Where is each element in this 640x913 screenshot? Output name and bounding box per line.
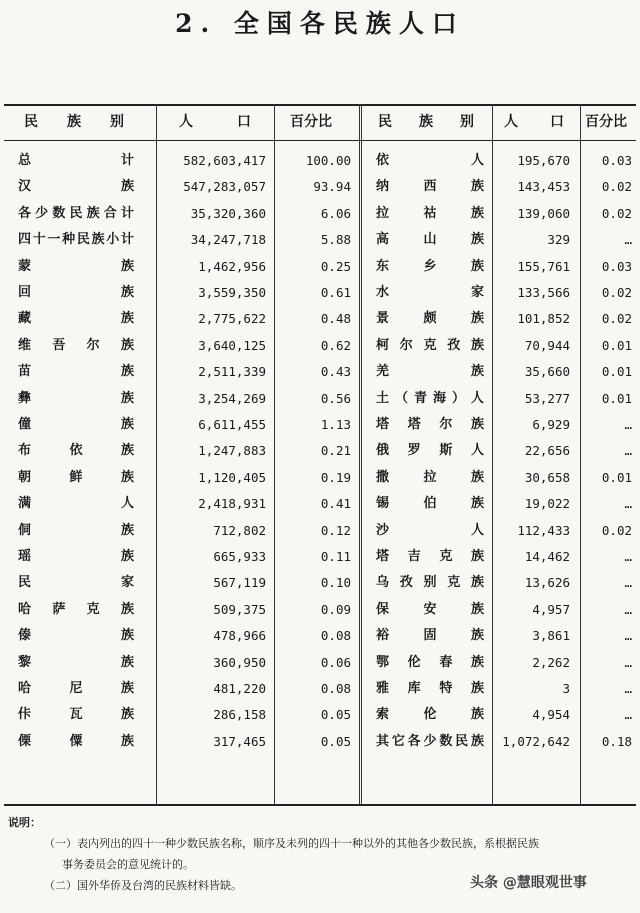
ethnic-name: 土 （ 青 海 ） 人 xyxy=(376,390,484,406)
percent-value: … xyxy=(624,681,632,696)
header-ethnic-right: 民 族 别 xyxy=(378,114,474,130)
table-row xyxy=(4,544,636,570)
table-row xyxy=(4,438,636,464)
ethnic-name: 维 吾 尔 族 xyxy=(18,337,134,353)
population-value: 1,120,405 xyxy=(198,469,266,485)
ethnic-name: 水 家 xyxy=(376,285,484,300)
percent-value: 0.12 xyxy=(320,522,351,538)
ethnic-name: 塔 塔 尔 族 xyxy=(376,417,484,432)
population-value: 143,453 xyxy=(517,179,570,195)
table-row xyxy=(4,333,636,359)
percent-value: 0.18 xyxy=(601,733,632,749)
note-item-1: （一）表内列出的四十一种少数民族名称，顺序及未列的四十一种以外的其他各少数民族，系根据民族 xyxy=(44,837,539,850)
percent-value: 0.25 xyxy=(320,258,351,274)
population-value: 2,775,622 xyxy=(198,311,266,327)
ethnic-name: 黎 族 xyxy=(18,654,134,670)
population-value: 6,929 xyxy=(532,417,570,432)
ethnic-name: 东 乡 族 xyxy=(376,258,484,274)
ethnic-name: 藏 族 xyxy=(18,311,134,327)
population-value: 70,944 xyxy=(524,337,570,353)
table-row xyxy=(4,306,636,332)
table-row xyxy=(4,412,636,438)
percent-value: 100.00 xyxy=(305,153,351,168)
population-value: 1,072,642 xyxy=(502,733,570,749)
ethnic-name: 佧 瓦 族 xyxy=(18,707,134,723)
percent-value: 93.94 xyxy=(313,179,351,195)
ethnic-name: 哈 萨 克 族 xyxy=(18,601,134,617)
percent-value: 0.48 xyxy=(320,311,351,327)
percent-value: 0.08 xyxy=(320,681,351,696)
header-population-left: 人 口 xyxy=(179,114,251,130)
table-row xyxy=(4,518,636,544)
table-bottom-rule xyxy=(4,804,636,806)
table-row xyxy=(4,174,636,200)
population-value: 582,603,417 xyxy=(183,153,266,168)
percent-value: … xyxy=(624,654,632,670)
population-value: 2,511,339 xyxy=(198,364,266,380)
ethnic-name: 景 颇 族 xyxy=(376,311,484,327)
table-row xyxy=(4,201,636,227)
ethnic-name: 裕 固 族 xyxy=(376,628,484,644)
population-value: 4,957 xyxy=(532,601,570,617)
percent-value: … xyxy=(624,417,632,432)
population-value: 3,559,350 xyxy=(198,285,266,300)
ethnic-name: 其 它 各 少 数 民 族 xyxy=(376,733,484,749)
population-value: 1,247,883 xyxy=(198,443,266,459)
ethnic-name: 四 十 一 种 民 族 小 计 xyxy=(18,232,134,248)
header-ethnic-left: 民 族 别 xyxy=(24,114,124,130)
percent-value: 0.02 xyxy=(601,205,632,221)
ethnic-name: 汉 族 xyxy=(18,179,134,195)
ethnic-name: 索 伦 族 xyxy=(376,707,484,723)
ethnic-name: 民 家 xyxy=(18,575,134,591)
table-row xyxy=(4,570,636,596)
population-value: 22,656 xyxy=(524,443,570,459)
ethnic-name: 撒 拉 族 xyxy=(376,469,484,485)
table-row xyxy=(4,702,636,728)
population-value: 13,626 xyxy=(524,575,570,591)
header-percent-right: 百分比 xyxy=(585,114,627,130)
ethnic-name: 回 族 xyxy=(18,285,134,300)
note-item-2: （二）国外华侨及台湾的民族材料皆缺。 xyxy=(44,879,242,892)
population-value: 112,433 xyxy=(517,522,570,538)
percent-value: 0.02 xyxy=(601,179,632,195)
ethnic-name: 彝 族 xyxy=(18,390,134,406)
percent-value: 0.08 xyxy=(320,628,351,644)
ethnic-name: 哈 尼 族 xyxy=(18,681,134,696)
percent-value: 0.01 xyxy=(601,469,632,485)
population-value: 155,761 xyxy=(517,258,570,274)
table-row xyxy=(4,597,636,623)
population-value: 360,950 xyxy=(213,654,266,670)
ethnic-name: 傣 族 xyxy=(18,628,134,644)
table-row xyxy=(4,280,636,306)
percent-value: 0.01 xyxy=(601,337,632,353)
percent-value: 0.03 xyxy=(601,153,632,168)
ethnic-name: 雅 库 特 族 xyxy=(376,681,484,696)
population-value: 712,802 xyxy=(213,522,266,538)
percent-value: 0.19 xyxy=(320,469,351,485)
ethnic-name: 布 依 族 xyxy=(18,443,134,459)
population-value: 34,247,718 xyxy=(190,232,266,248)
percent-value: 0.01 xyxy=(601,364,632,380)
population-value: 195,670 xyxy=(517,153,570,168)
percent-value: 0.10 xyxy=(320,575,351,591)
population-value: 14,462 xyxy=(524,549,570,564)
page-title: 2. 全国各民族人口 xyxy=(175,9,465,38)
percent-value: … xyxy=(624,232,632,248)
population-value: 3,640,125 xyxy=(198,337,266,353)
table-row xyxy=(4,227,636,253)
table-row xyxy=(4,729,636,755)
table-row xyxy=(4,465,636,491)
population-value: 547,283,057 xyxy=(183,179,266,195)
ethnic-name: 朝 鲜 族 xyxy=(18,469,134,485)
ethnic-name: 俄 罗 斯 人 xyxy=(376,443,484,459)
percent-value: … xyxy=(624,575,632,591)
percent-value: 0.02 xyxy=(601,285,632,300)
percent-value: 0.09 xyxy=(320,601,351,617)
percent-value: 0.05 xyxy=(320,707,351,723)
table-header-rule xyxy=(4,140,636,141)
ethnic-name: 蒙 族 xyxy=(18,258,134,274)
population-value: 2,418,931 xyxy=(198,496,266,512)
ethnic-name: 保 安 族 xyxy=(376,601,484,617)
percent-value: 0.21 xyxy=(320,443,351,459)
ethnic-name: 僮 族 xyxy=(18,417,134,432)
table-row xyxy=(4,359,636,385)
percent-value: 0.01 xyxy=(601,390,632,406)
ethnic-name: 乌 孜 别 克 族 xyxy=(376,575,484,591)
ethnic-name: 依 人 xyxy=(376,153,484,168)
percent-value: 0.02 xyxy=(601,522,632,538)
population-value: 3,861 xyxy=(532,628,570,644)
ethnic-name: 羌 族 xyxy=(376,364,484,380)
population-value: 19,022 xyxy=(524,496,570,512)
population-value: 3 xyxy=(562,681,570,696)
percent-value: 5.88 xyxy=(320,232,351,248)
table-row xyxy=(4,148,636,174)
percent-value: … xyxy=(624,707,632,723)
percent-value: 0.61 xyxy=(320,285,351,300)
percent-value: 0.43 xyxy=(320,364,351,380)
population-value: 509,375 xyxy=(213,601,266,617)
population-value: 6,611,455 xyxy=(198,417,266,432)
population-value: 35,660 xyxy=(524,364,570,380)
ethnic-name: 纳 西 族 xyxy=(376,179,484,195)
population-value: 2,262 xyxy=(532,654,570,670)
ethnic-name: 锡 伯 族 xyxy=(376,496,484,512)
population-value: 481,220 xyxy=(213,681,266,696)
ethnic-name: 瑶 族 xyxy=(18,549,134,564)
population-value: 30,658 xyxy=(524,469,570,485)
ethnic-name: 各 少 数 民 族 合 计 xyxy=(18,205,134,221)
population-value: 3,254,269 xyxy=(198,390,266,406)
percent-value: … xyxy=(624,549,632,564)
ethnic-name: 拉 祜 族 xyxy=(376,205,484,221)
percent-value: 0.05 xyxy=(320,733,351,749)
population-value: 53,277 xyxy=(524,390,570,406)
percent-value: 0.56 xyxy=(320,390,351,406)
population-value: 133,566 xyxy=(517,285,570,300)
population-value: 286,158 xyxy=(213,707,266,723)
percent-value: … xyxy=(624,443,632,459)
percent-value: 0.02 xyxy=(601,311,632,327)
ethnic-name: 苗 族 xyxy=(18,364,134,380)
percent-value: … xyxy=(624,496,632,512)
population-value: 101,852 xyxy=(517,311,570,327)
ethnic-name: 沙 人 xyxy=(376,522,484,538)
population-value: 567,119 xyxy=(213,575,266,591)
note-item-1-continued: 事务委员会的意见统计的。 xyxy=(62,858,194,871)
population-value: 139,060 xyxy=(517,205,570,221)
ethnic-name: 鄂 伦 春 族 xyxy=(376,654,484,670)
population-value: 35,320,360 xyxy=(190,205,266,221)
percent-value: 0.06 xyxy=(320,654,351,670)
table-row xyxy=(4,676,636,702)
percent-value: 6.06 xyxy=(320,205,351,221)
population-value: 329 xyxy=(547,232,570,248)
percent-value: 0.11 xyxy=(320,549,351,564)
ethnic-name: 高 山 族 xyxy=(376,232,484,248)
watermark: 头条 @慧眼观世事 xyxy=(470,875,587,891)
percent-value: … xyxy=(624,601,632,617)
population-value: 478,966 xyxy=(213,628,266,644)
table-row xyxy=(4,491,636,517)
population-value: 4,954 xyxy=(532,707,570,723)
percent-value: 0.41 xyxy=(320,496,351,512)
percent-value: 1.13 xyxy=(320,417,351,432)
table-row xyxy=(4,650,636,676)
table-row xyxy=(4,254,636,280)
population-value: 665,933 xyxy=(213,549,266,564)
header-percent-left: 百分比 xyxy=(290,114,332,130)
ethnic-name: 侗 族 xyxy=(18,522,134,538)
ethnic-name: 满 人 xyxy=(18,496,134,512)
percent-value: 0.03 xyxy=(601,258,632,274)
table-row xyxy=(4,623,636,649)
percent-value: … xyxy=(624,628,632,644)
ethnic-name: 傈 僳 族 xyxy=(18,733,134,749)
population-value: 317,465 xyxy=(213,733,266,749)
ethnic-name: 柯 尔 克 孜 族 xyxy=(376,337,484,353)
ethnic-name: 塔 吉 克 族 xyxy=(376,549,484,564)
population-value: 1,462,956 xyxy=(198,258,266,274)
notes-label: 说明： xyxy=(8,816,41,829)
percent-value: 0.62 xyxy=(320,337,351,353)
table-row xyxy=(4,386,636,412)
header-population-right: 人 口 xyxy=(504,114,564,130)
ethnic-name: 总 计 xyxy=(18,153,134,168)
